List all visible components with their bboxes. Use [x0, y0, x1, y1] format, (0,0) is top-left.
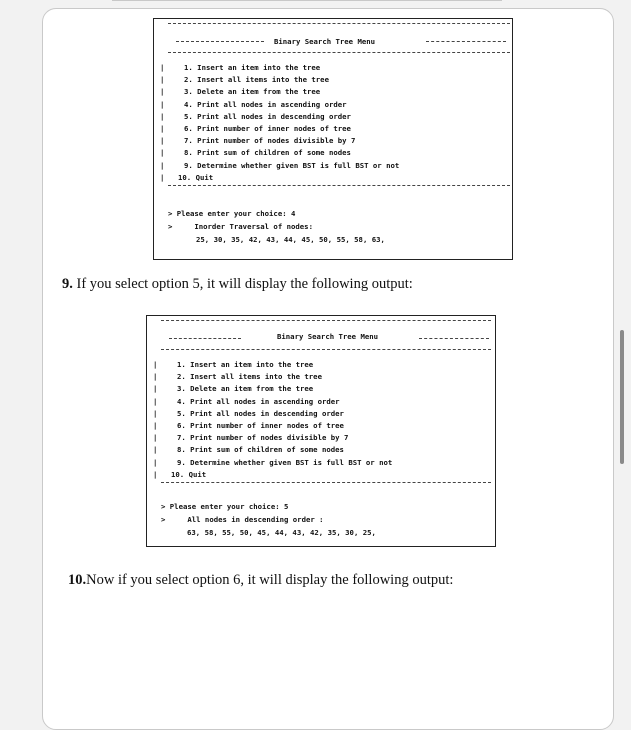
menu-item: 5. Print all nodes in descending order: [184, 111, 351, 121]
menu-item: 4. Print all nodes in ascending order: [177, 396, 340, 406]
menu-border: |: [160, 99, 165, 109]
step-text: If you select option 5, it will display the following output:: [72, 276, 413, 292]
step-number: 9.: [62, 276, 73, 292]
menu-item: 5. Print all nodes in descending order: [177, 408, 344, 418]
terminal-output-option-5: [146, 315, 496, 547]
step-9-caption: [62, 276, 413, 293]
menu-border: |: [153, 372, 158, 382]
scrollbar-thumb[interactable]: [620, 330, 624, 464]
menu-border: |: [160, 87, 165, 97]
menu-border: |: [160, 172, 165, 182]
menu-border: |: [153, 469, 158, 479]
menu-border: |: [153, 421, 158, 430]
menu-item: 8. Print sum of children of some nodes: [184, 148, 351, 158]
result-label: > Inorder Traversal of nodes:: [168, 222, 313, 231]
menu-border: |: [160, 148, 165, 158]
menu-item: 9. Determine whether given BST is full BST or not: [177, 457, 393, 467]
menu-item: 6. Print number of inner nodes of tree: [177, 421, 344, 430]
menu-item: 8. Print sum of children of some nodes: [177, 445, 344, 455]
menu-border: |: [153, 445, 158, 455]
terminal-output-option-4: [153, 18, 513, 260]
menu-border: |: [160, 124, 165, 133]
menu-item: 7. Print number of nodes divisible by 7: [184, 136, 356, 146]
menu-item: 1. Insert an item into the tree: [177, 360, 314, 369]
result-values: 25, 30, 35, 42, 43, 44, 45, 50, 55, 58, 63,: [196, 235, 385, 244]
menu-border: |: [160, 136, 165, 146]
menu-border: |: [153, 433, 158, 443]
menu-item: 2. Insert all items into the tree: [184, 75, 329, 85]
menu-border: |: [153, 457, 158, 467]
menu-border: |: [153, 360, 158, 369]
menu-item: 10. Quit: [171, 469, 207, 479]
menu-item: 10. Quit: [178, 172, 214, 182]
menu-border: |: [153, 408, 158, 418]
choice-prompt: > Please enter your choice: 5: [161, 502, 289, 511]
menu-item: 7. Print number of nodes divisible by 7: [177, 433, 349, 443]
result-values: 63, 58, 55, 50, 45, 44, 43, 42, 35, 30, 25,: [187, 528, 376, 537]
menu-border: |: [153, 384, 158, 394]
menu-title: Binary Search Tree Menu: [274, 37, 376, 46]
menu-border: |: [153, 396, 158, 406]
choice-prompt: > Please enter your choice: 4: [168, 209, 296, 218]
menu-item: 1. Insert an item into the tree: [184, 63, 321, 72]
menu-border: |: [160, 75, 165, 85]
step-10-caption: [68, 572, 453, 589]
menu-item: 9. Determine whether given BST is full BST or not: [184, 160, 400, 170]
menu-item: 4. Print all nodes in ascending order: [184, 99, 347, 109]
menu-item: 3. Delete an item from the tree: [184, 87, 321, 97]
menu-item: 6. Print number of inner nodes of tree: [184, 124, 351, 133]
menu-border: |: [160, 111, 165, 121]
result-label: > All nodes in descending order :: [161, 515, 324, 524]
menu-item: 2. Insert all items into the tree: [177, 372, 322, 382]
step-number: 10.: [68, 572, 87, 588]
step-text: Now if you select option 6, it will display the following output:: [86, 572, 454, 588]
menu-border: |: [160, 160, 165, 170]
menu-item: 3. Delete an item from the tree: [177, 384, 314, 394]
menu-border: |: [160, 63, 165, 72]
menu-title: Binary Search Tree Menu: [277, 332, 379, 341]
previous-page-edge: [112, 0, 502, 1]
